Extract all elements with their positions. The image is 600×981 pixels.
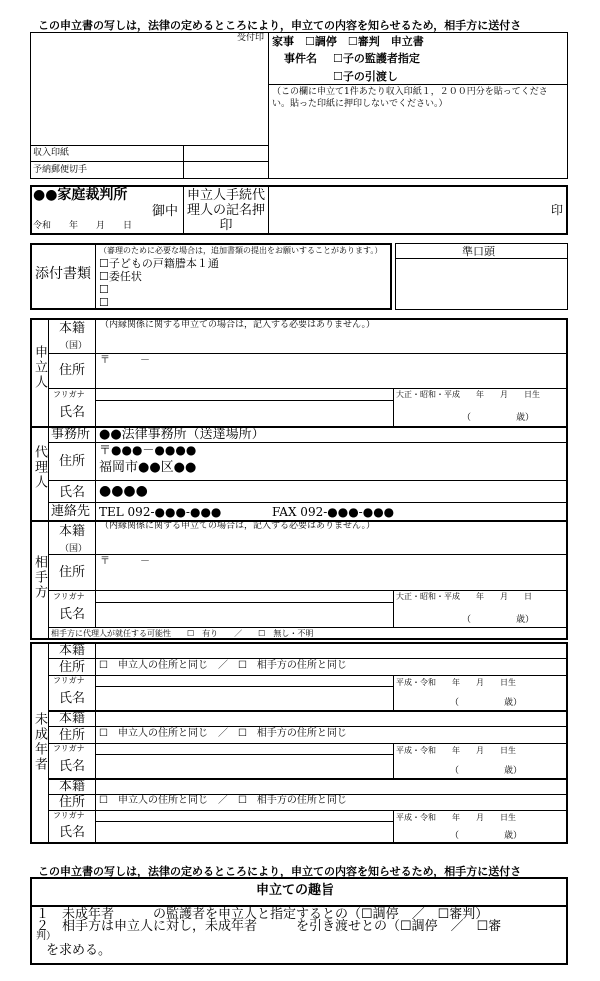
purpose-line-2: ２ 相手方は申立人に対し，未成年者 を引き渡せとの（☐調停 ／ ☐審 (36, 919, 502, 934)
attachments-label: 添付書類 (35, 266, 91, 282)
minor-1-name-label: 氏名 (59, 691, 86, 706)
minor-3-honseki-label: 本籍 (59, 779, 86, 794)
applicant-honseki-label: 本籍 (59, 321, 86, 336)
court-date: 令和 年 月 日 (33, 221, 133, 231)
applicant-name-label: 氏名 (59, 405, 86, 420)
applicant-address-label: 住所 (59, 363, 86, 378)
minor-2-furigana-label: フリガナ (53, 744, 85, 753)
agent-fax: FAX 092-●●●-●●● (272, 505, 395, 519)
applicant-section-label: 申立人 (32, 345, 47, 390)
minor-2-birth-era: 平成・令和 年 月 日生 (396, 746, 516, 755)
respondent-age: （ 歳） (462, 615, 535, 625)
minor-1-furigana-label: フリガナ (53, 676, 85, 685)
attachment-item: ☐ (99, 283, 109, 296)
minor-1-honseki-label: 本籍 (59, 643, 86, 658)
attachment-item: ☐子どもの戸籍謄本１通 (99, 257, 219, 270)
attachment-item: ☐委任状 (99, 270, 142, 283)
applicant-furigana-label: フリガナ (53, 390, 85, 399)
minor-3-name-label: 氏名 (59, 825, 86, 840)
purpose-title: 申立ての趣旨 (256, 883, 335, 898)
purpose-line-2b: 判） (36, 931, 56, 942)
respondent-agent-possibility: 相手方に代理人が就任する可能性 ☐ 有り ／ ☐ 無し・不明 (51, 629, 314, 638)
minor-3-birth-era: 平成・令和 年 月 日生 (396, 813, 516, 822)
agent-tel: TEL 092-●●●-●●● (99, 505, 222, 519)
respondent-honseki-note: （内縁関係に関する申立ての場合は，記入する必要はありません。） (100, 521, 376, 531)
minor-1-address-label: 住所 (59, 660, 86, 675)
notice-text: この申立書の写しは，法律の定めるところにより，申立ての内容を知らせるため，相手方に送付さ (38, 19, 522, 32)
purpose-line-1: １ 未成年者 の監護者を申立人と指定するとの（☐調停 ／ ☐審判） (36, 907, 489, 922)
agent-office-label: 事務所 (51, 427, 91, 442)
agent-seal-label: 申立人手続代理人の記名押印 (186, 188, 265, 233)
minor-2-address-options: ☐ 申立人の住所と同じ ／ ☐ 相手方の住所と同じ (99, 728, 347, 739)
case-type-line: 家事 ☐調停 ☐審判 申立書 (272, 35, 424, 48)
applicant-postal: 〒 － (100, 355, 150, 366)
postage-label: 予納郵便切手 (33, 165, 88, 175)
minor-3-address-options: ☐ 申立人の住所と同じ ／ ☐ 相手方の住所と同じ (99, 795, 347, 806)
agent-name-label: 氏名 (59, 485, 86, 500)
respondent-name-label: 氏名 (59, 607, 86, 622)
purpose-notice: この申立書の写しは，法律の定めるところにより，申立ての内容を知らせるため，相手方に送付さ (38, 865, 522, 878)
respondent-furigana-label: フリガナ (53, 592, 85, 601)
minor-1-birth-era: 平成・令和 年 月 日生 (396, 678, 516, 687)
agent-name-value: ●●●● (99, 483, 148, 499)
minor-2-honseki-label: 本籍 (59, 711, 86, 726)
agent-address-value: 福岡市●●区●● (99, 460, 197, 475)
agent-office-value: ●●法律事務所（送達場所） (99, 427, 265, 442)
respondent-address-label: 住所 (59, 565, 86, 580)
receipt-stamp-label: 受付印 (237, 33, 265, 43)
agent-section-label: 代理人 (32, 445, 47, 490)
applicant-honseki-note: （内縁関係に関する申立ての場合は，記入する必要はありません。） (100, 320, 376, 330)
minor-2-age: （ 歳） (450, 766, 523, 776)
respondent-kuni-label: （国） (60, 544, 88, 554)
respondent-section-label: 相手方 (32, 555, 47, 600)
purpose-line-3: を求める。 (46, 943, 112, 958)
agent-contact-label: 連絡先 (51, 504, 91, 519)
attachments-note: （審理のために必要な場合は，追加書類の提出をお願いすることがあります。） (99, 246, 383, 255)
agent-postal: 〒●●●－●●●● (99, 443, 197, 457)
case-name-label: 事件名 (284, 52, 317, 65)
minor-2-address-label: 住所 (59, 728, 86, 743)
seal-mark: 印 (551, 203, 564, 217)
minor-3-address-label: 住所 (59, 795, 86, 810)
minor-1-address-options: ☐ 申立人の住所と同じ ／ ☐ 相手方の住所と同じ (99, 660, 347, 671)
court-name: ●●家庭裁判所 (33, 187, 128, 203)
minors-section-label: 未成年者 (32, 712, 47, 772)
minor-1-age: （ 歳） (450, 698, 523, 708)
junkoto-label: 準口頭 (462, 245, 495, 258)
agent-address-label: 住所 (59, 454, 86, 469)
minor-3-age: （ 歳） (450, 831, 523, 841)
respondent-birth-era: 大正・昭和・平成 年 月 日 (396, 592, 532, 601)
applicant-birth-era: 大正・昭和・平成 年 月 日生 (396, 390, 540, 399)
applicant-age: （ 歳） (462, 413, 535, 423)
revenue-stamp-label: 収入印紙 (33, 148, 70, 158)
applicant-kuni-label: （国） (60, 341, 88, 351)
stamp-note: （この欄に申立て1件あたり収入印紙１，２００円分を貼ってください。貼った印紙に押印しないでください。） (272, 87, 548, 109)
minor-3-furigana-label: フリガナ (53, 811, 85, 820)
minor-2-name-label: 氏名 (59, 759, 86, 774)
respondent-postal: 〒 － (100, 556, 150, 567)
attachment-item: ☐ (99, 296, 109, 309)
gochu: 御中 (152, 204, 179, 219)
case-name-option-1: ☐子の監護者指定 (333, 52, 420, 65)
case-name-option-2: ☐子の引渡し (333, 70, 398, 83)
respondent-honseki-label: 本籍 (59, 524, 86, 539)
